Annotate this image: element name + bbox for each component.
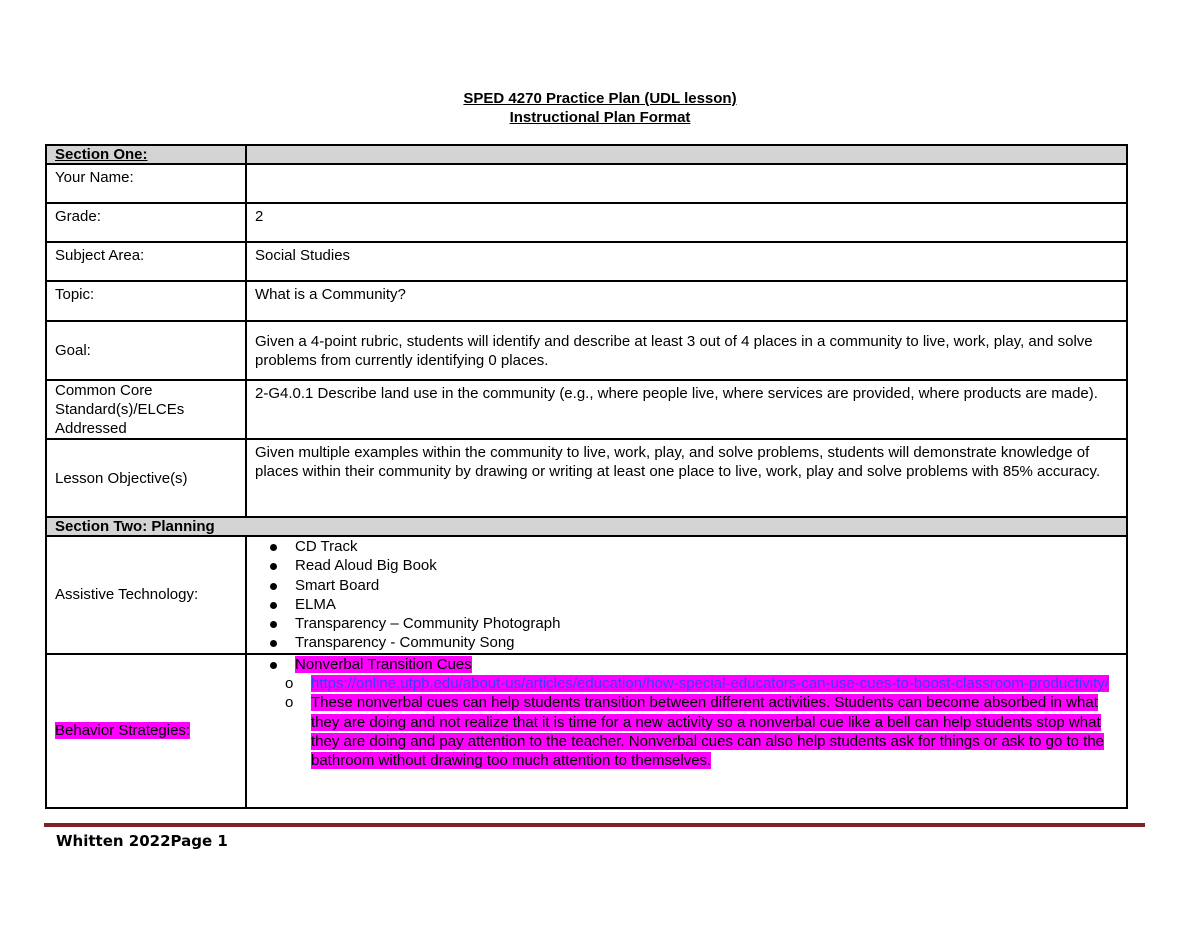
page-footer: Whitten 2022Page 1 <box>56 832 228 850</box>
section-one-label: Section One: <box>55 145 148 163</box>
row-label-behavior <box>46 654 246 808</box>
article-link[interactable]: https://online.utpb.edu/about-us/articles/education/how-special-educators-can-use-cues-to-boost-classroom-productivity/ <box>311 675 1109 693</box>
table-row <box>46 321 1127 380</box>
list-item: Transparency - Community Song <box>295 633 1118 652</box>
list-item: Transparency – Community Photograph <box>295 614 1118 633</box>
table-row <box>46 164 1127 203</box>
table-row <box>46 536 1127 654</box>
table-row <box>46 242 1127 281</box>
list-item <box>285 693 1118 770</box>
row-label-subject: Subject Area: <box>46 242 246 281</box>
list-item: CD Track <box>295 537 1118 556</box>
footer-rule <box>44 823 1145 827</box>
table-row <box>46 281 1127 321</box>
row-value-topic: What is a Community? <box>246 281 1127 321</box>
row-label-goal: Goal: <box>46 321 246 380</box>
behavior-item-label: Nonverbal Transition Cues <box>295 655 472 673</box>
table-row <box>46 654 1127 808</box>
row-value-goal: Given a 4-point rubric, students will identify and describe at least 3 out of 4 places in a community to live, work, play, and solve problems from currently identifying 0 places. <box>246 321 1127 380</box>
document-title-block <box>0 89 1200 127</box>
table-row <box>46 203 1127 242</box>
behavior-description: These nonverbal cues can help students transition between different activities. Students can become absorbed in what they are doing and not realize that it is time for a new activity so a nonverbal cue like a bell can help students stop what they are doing and pay attention to the teacher. Nonverbal cues can also help students ask for things or ask to go to the bathroom without drawing too much attention to themselves. <box>311 694 1105 770</box>
document-title: SPED 4270 Practice Plan (UDL lesson) <box>463 90 737 107</box>
document-subtitle: Instructional Plan Format <box>509 109 691 126</box>
row-label-standards: Common Core Standard(s)/ELCEs Addressed <box>46 380 246 439</box>
row-value-standards: 2-G4.0.1 Describe land use in the community (e.g., where people live, where services are provided, where products are made). <box>246 380 1127 439</box>
row-label-assistive-tech: Assistive Technology: <box>46 536 246 654</box>
section-two-header <box>46 517 1127 536</box>
list-item: ELMA <box>295 595 1118 614</box>
behavior-strategies-label: Behavior Strategies: <box>55 722 191 740</box>
sub-bullet-marker: o <box>285 694 294 712</box>
behavior-list <box>255 655 1118 674</box>
row-value-objective: Given multiple examples within the community to live, work, play, and solve problems, students will demonstrate knowledge of places within their community by drawing or writing at least one place to live, work, play and solve problems with 85% accuracy. <box>246 439 1127 517</box>
row-label-topic: Topic: <box>46 281 246 321</box>
sub-bullet-marker: o <box>285 675 294 693</box>
behavior-sub-list <box>255 674 1118 770</box>
assistive-tech-list <box>255 537 1118 653</box>
list-item: Read Aloud Big Book <box>295 556 1118 575</box>
list-item <box>285 674 1118 693</box>
lesson-plan-table <box>45 144 1128 809</box>
row-label-objective: Lesson Objective(s) <box>46 439 246 517</box>
table-row <box>46 439 1127 517</box>
row-label-grade: Grade: <box>46 203 246 242</box>
list-item: Smart Board <box>295 576 1118 595</box>
row-label-name: Your Name: <box>46 164 246 203</box>
section-two-label: Section Two: Planning <box>46 517 1127 536</box>
row-value-name <box>246 164 1127 203</box>
list-item <box>295 655 1118 674</box>
table-row <box>46 380 1127 439</box>
row-value-behavior <box>246 654 1127 808</box>
row-value-grade: 2 <box>246 203 1127 242</box>
section-one-header <box>46 145 1127 164</box>
row-value-subject: Social Studies <box>246 242 1127 281</box>
row-value-assistive-tech <box>246 536 1127 654</box>
